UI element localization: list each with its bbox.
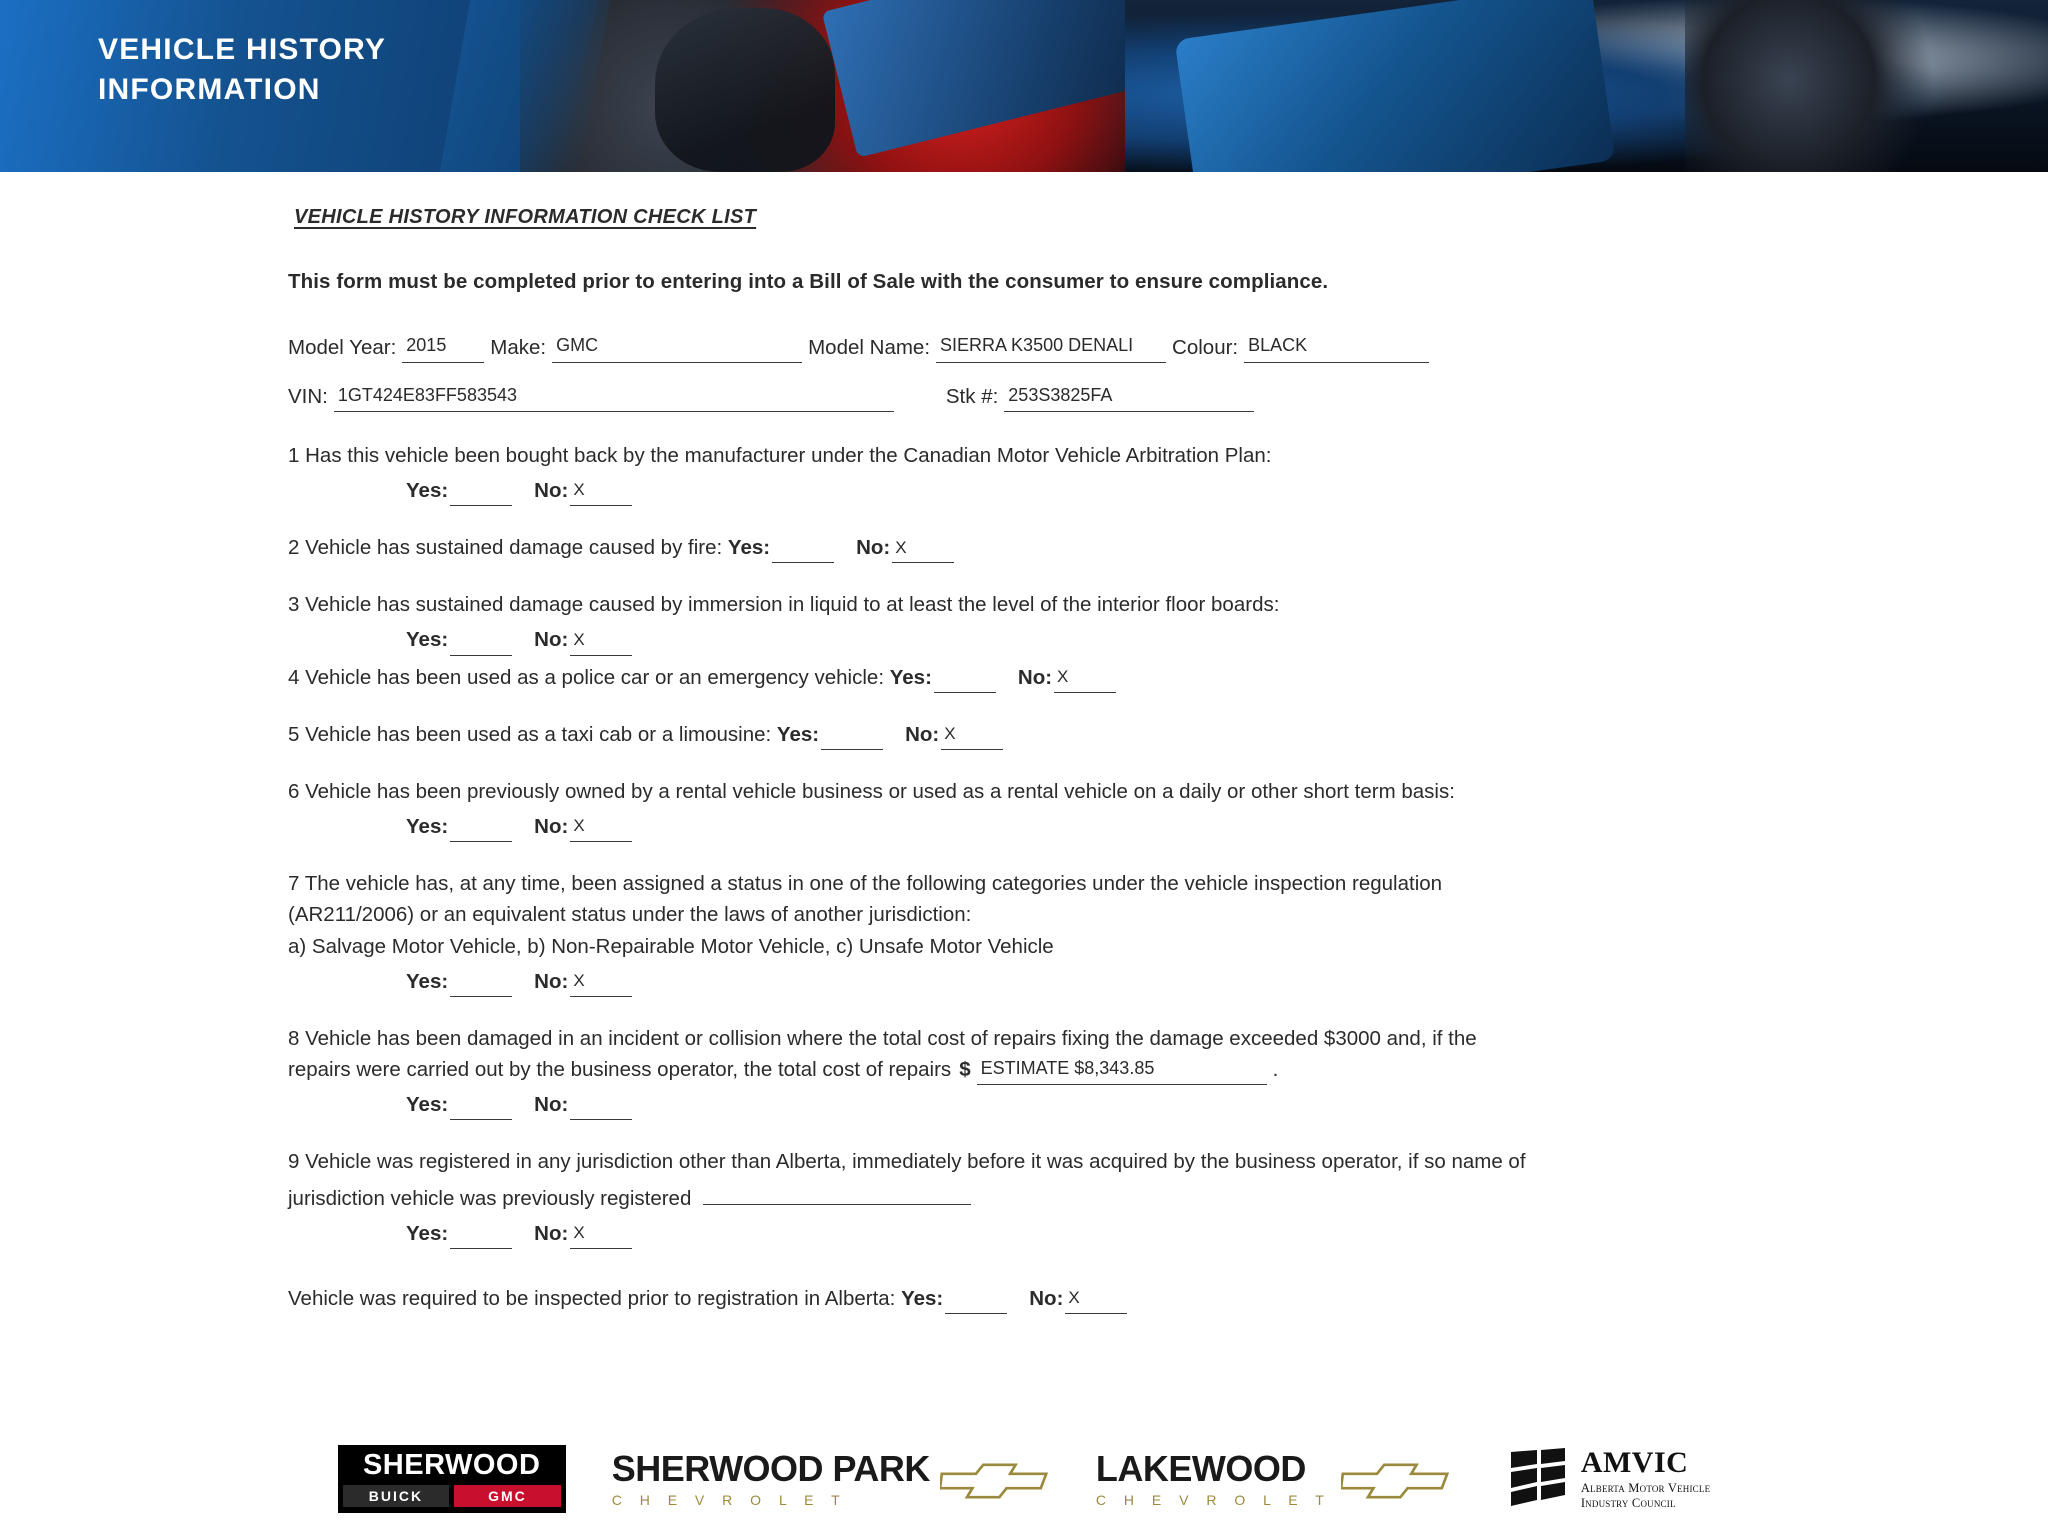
logo-gmc-badge: GMC [454,1485,561,1507]
yes-label: Yes: [406,479,449,503]
question-9-yes-blank[interactable] [450,1226,512,1249]
question-3-no-blank[interactable] [570,629,632,656]
colour-label: Colour: [1172,335,1239,359]
final-question-answers [901,1283,1127,1314]
question-8 [288,1023,1848,1120]
make-value: GMC [556,335,599,356]
repair-cost-value: ESTIMATE $8,343.85 [980,1057,1155,1078]
question-6-no-blank[interactable] [570,816,632,842]
question-6-number: 6 [288,779,300,803]
page-title [98,30,386,110]
question-1-number: 1 [288,443,300,467]
model-year-value: 2015 [406,335,447,356]
question-8-period: . [1272,1058,1279,1082]
final-no-value: X [1068,1288,1080,1308]
make-field[interactable] [552,336,802,363]
model-name-label: Model Name: [808,335,931,359]
question-7-yes-blank[interactable] [450,974,512,997]
question-9-line2-row [288,1178,1848,1214]
currency-symbol: $ [959,1058,971,1082]
no-label: No: [1017,665,1053,689]
question-9-text-line2: jurisdiction vehicle was previously registered [288,1186,692,1210]
chevrolet-bowtie-icon [940,1461,1048,1501]
final-yes-blank[interactable] [945,1291,1007,1314]
question-9-number: 9 [288,1150,300,1174]
question-9-text-line1: Vehicle was registered in any jurisdiction other than Alberta, immediately before it was acquired by the business operator, if so name of [305,1150,1526,1174]
question-3-text: Vehicle has sustained damage caused by immersion in liquid to at least the level of the interior floor boards: [305,593,1280,617]
question-6-answers [288,811,1848,842]
question-2 [288,532,1848,563]
page-title-line2: INFORMATION [98,72,321,106]
question-3-answers [288,624,1848,655]
model-name-field[interactable] [936,336,1166,363]
amvic-flag-icon [1507,1448,1569,1510]
question-7-text-line2: (AR211/2006) or an equivalent status under the laws of another jurisdiction: [288,903,972,927]
question-1-text: Has this vehicle been bought back by the manufacturer under the Canadian Motor Vehicle Arbitration Plan: [305,443,1272,467]
question-2-text: Vehicle has sustained damage caused by fire: [305,536,723,560]
question-2-no-blank[interactable] [892,537,954,563]
vin-field[interactable] [334,385,894,412]
model-year-field[interactable] [402,336,484,363]
yes-label: Yes: [406,628,449,652]
question-2-yes-blank[interactable] [772,540,834,563]
form-document [0,172,2048,1422]
no-label: No: [1029,1286,1064,1310]
compliance-note: This form must be completed prior to entering into a Bill of Sale with the consumer to ensure compliance. [288,270,1329,294]
question-7-no-blank[interactable] [570,971,632,997]
yes-label: Yes: [406,969,449,993]
question-1-no-value: X [573,480,585,500]
final-question-text: Vehicle was required to be inspected prior to registration in Alberta: [288,1286,896,1310]
question-2-no-value: X [895,537,907,557]
logo-lakewood-chevrolet [1095,1447,1331,1508]
question-8-cost-row [288,1054,1278,1085]
yes-label: Yes: [727,536,771,560]
make-label: Make: [490,335,547,359]
amvic-sub-line1: Alberta Motor Vehicle [1580,1480,1711,1495]
no-label: No: [534,479,569,503]
vehicle-identity-row-2 [288,381,1848,412]
yes-label: Yes: [406,1093,449,1117]
yes-label: Yes: [889,665,932,689]
no-label: No: [856,536,891,560]
question-7-no-value: X [573,971,585,991]
final-question [288,1283,1848,1314]
question-8-text-line1: Vehicle has been damaged in an incident or collision where the total cost of repairs fixing the damage exceeded $3000 and, if the [305,1026,1477,1050]
logo-sherwood-buick-gmc [338,1445,566,1513]
question-5-no-blank[interactable] [941,724,1003,750]
logo-amvic [1507,1445,1711,1511]
logo-buick-badge: BUICK [343,1485,450,1507]
question-8-text-line2: repairs were carried out by the business operator, the total cost of repairs [288,1058,952,1082]
question-3 [288,589,1848,655]
question-1-answers [288,475,1848,506]
question-4-yes-blank[interactable] [934,670,996,693]
question-4-number: 4 [288,665,300,689]
question-8-answers [288,1089,1848,1120]
question-4-answers [890,662,1116,693]
question-8-number: 8 [288,1026,300,1050]
jurisdiction-field[interactable] [703,1178,971,1205]
question-9-no-value: X [573,1223,585,1242]
question-2-number: 2 [288,536,300,560]
question-7-text-line1: The vehicle has, at any time, been assigned a status in one of the following categories under the vehicle inspection regulation [304,872,1443,896]
colour-field[interactable] [1244,336,1429,363]
question-5-number: 5 [288,722,300,746]
model-year-label: Model Year: [288,335,397,359]
question-7-text-line3: a) Salvage Motor Vehicle, b) Non-Repairable Motor Vehicle, c) Unsafe Motor Vehicle [288,934,1054,958]
question-8-no-blank[interactable] [570,1097,632,1120]
question-5-yes-blank[interactable] [821,727,883,750]
model-name-value: SIERRA K3500 DENALI [940,335,1134,356]
banner-photo-detailing [1125,0,2048,172]
question-1-no-blank[interactable] [570,480,632,506]
question-1 [288,440,1848,506]
colour-value: BLACK [1248,335,1308,356]
vehicle-identity-row-1 [288,332,1848,363]
question-6 [288,776,1848,842]
question-5-answers [777,719,1003,750]
page-banner [0,0,2048,172]
yes-label: Yes: [406,815,449,839]
question-7 [288,868,1848,997]
logo-sherwood-park-sub: C H E V R O L E T [611,1491,847,1508]
stock-label: Stk #: [945,384,999,408]
question-4-no-blank[interactable] [1054,666,1116,693]
logo-sherwood-park-name: SHERWOOD PARK [611,1447,930,1489]
logo-lakewood-name: LAKEWOOD [1095,1447,1306,1489]
question-9-answers [288,1218,1848,1249]
question-2-answers [728,532,954,563]
no-label: No: [534,1093,569,1117]
no-label: No: [534,1221,569,1245]
no-label: No: [534,969,569,993]
question-3-no-value: X [573,629,585,649]
question-1-yes-blank[interactable] [450,483,512,506]
question-8-yes-blank[interactable] [450,1097,512,1120]
stock-field[interactable] [1004,385,1254,412]
amvic-name: AMVIC [1580,1445,1689,1479]
logo-lakewood-sub: C H E V R O L E T [1095,1491,1331,1508]
no-label: No: [905,722,940,746]
question-3-number: 3 [288,593,300,617]
question-7-answers [288,966,1848,997]
footer-logos [0,1422,2048,1536]
question-4-text: Vehicle has been used as a police car or an emergency vehicle: [305,665,885,689]
page-title-line1: VEHICLE HISTORY [98,33,387,66]
question-4 [288,662,1848,693]
logo-sherwood-name: SHERWOOD [362,1448,541,1481]
no-label: No: [534,628,569,652]
stock-value: 253S3825FA [1008,384,1113,405]
question-4-no-value: X [1057,666,1069,686]
chevrolet-bowtie-icon [1341,1461,1449,1501]
repair-cost-field[interactable] [977,1058,1267,1085]
question-9 [288,1146,1848,1248]
question-9-no-blank[interactable] [570,1223,632,1249]
final-no-blank[interactable] [1065,1288,1127,1314]
vin-value: 1GT424E83FF583543 [337,384,517,405]
question-6-no-value: X [573,816,585,836]
question-5-text: Vehicle has been used as a taxi cab or a limousine: [305,722,772,746]
amvic-sub-line2: Industry Council [1580,1495,1676,1510]
yes-label: Yes: [776,722,820,746]
yes-label: Yes: [406,1221,449,1245]
question-5 [288,719,1848,750]
question-7-number: 7 [288,872,300,896]
logo-sherwood-park-chevrolet [611,1447,930,1508]
yes-label: Yes: [901,1286,944,1310]
no-label: No: [534,815,569,839]
question-6-text: Vehicle has been previously owned by a rental vehicle business or used as a rental vehicle on a daily or other short term basis: [305,779,1455,803]
question-5-no-value: X [944,724,956,744]
vin-label: VIN: [288,384,328,408]
question-6-yes-blank[interactable] [450,819,512,842]
checklist-heading: VEHICLE HISTORY INFORMATION CHECK LIST [294,206,757,228]
question-3-yes-blank[interactable] [450,633,512,656]
